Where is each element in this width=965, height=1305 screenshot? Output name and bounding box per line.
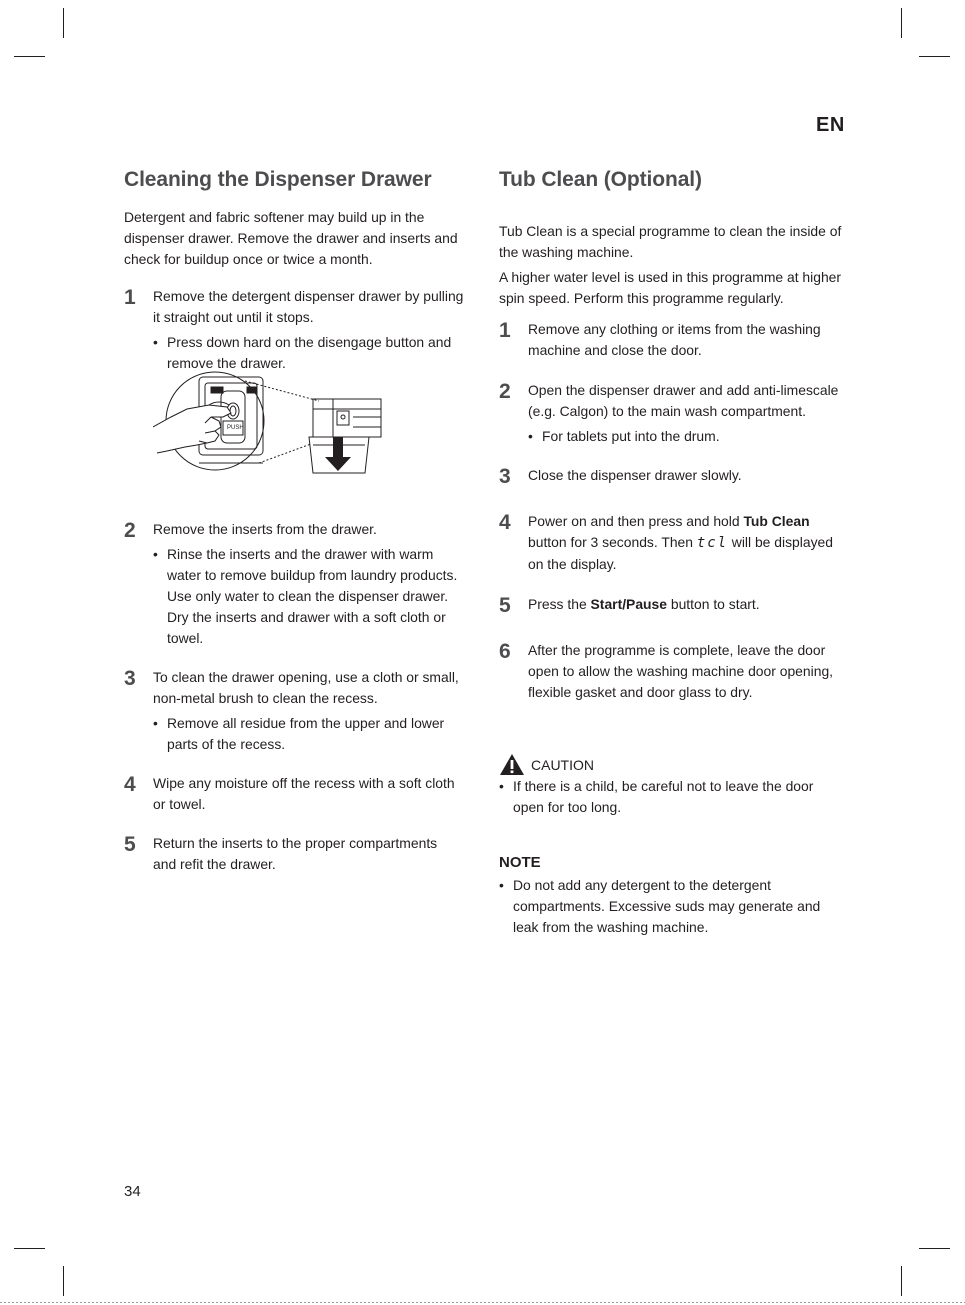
button-name-tub-clean: Tub Clean xyxy=(743,513,810,529)
crop-mark xyxy=(919,56,950,57)
push-label: PUSH xyxy=(227,425,244,431)
step-text xyxy=(528,594,844,615)
bullet-item: • For tablets put into the drum. xyxy=(528,426,844,447)
tub-step-2 xyxy=(499,380,844,447)
tub-step-1 xyxy=(499,319,844,361)
crop-mark xyxy=(919,1248,950,1249)
note-item: • Do not add any detergent to the detergent compartments. Excessive suds may generate and leak from the washing machine. xyxy=(499,875,844,938)
step-text: To clean the drawer opening, use a cloth or small, non-metal brush to clean the recess. xyxy=(153,669,459,706)
step-number: 4 xyxy=(499,511,511,534)
step-number: 5 xyxy=(499,594,511,617)
crop-mark xyxy=(63,1266,64,1296)
dispenser-drawer-illustration xyxy=(153,371,383,475)
step-text: Wipe any moisture off the recess with a soft cloth or towel. xyxy=(153,775,455,812)
bullet-item: • Remove all residue from the upper and lower parts of the recess. xyxy=(153,713,464,755)
right-column xyxy=(499,168,844,938)
crop-mark xyxy=(901,1266,902,1296)
step-number: 4 xyxy=(124,773,136,796)
caution-box xyxy=(499,753,844,818)
tub-step-3 xyxy=(499,465,844,486)
text-fragment: button to start. xyxy=(666,596,760,612)
step-text: After the programme is complete, leave the door open to allow the washing machine door opening, flexible gasket and door glass to dry. xyxy=(528,642,834,700)
note-box xyxy=(499,852,844,938)
tub-clean-intro-2: A higher water level is used in this programme at higher spin speed. Perform this programme regularly. xyxy=(499,269,842,306)
step-number: 2 xyxy=(124,519,136,542)
text-fragment: button for 3 seconds. Then xyxy=(528,534,697,550)
step-number: 3 xyxy=(499,465,511,488)
step-text: Remove the detergent dispenser drawer by pulling it straight out until it stops. xyxy=(153,288,464,325)
crop-mark xyxy=(14,1248,45,1249)
dispenser-step-1 xyxy=(124,286,464,374)
text-fragment: Press the xyxy=(528,596,591,612)
tub-step-4 xyxy=(499,511,844,575)
page-number: 34 xyxy=(124,1183,141,1200)
text-fragment: will be displayed on the display. xyxy=(528,534,833,572)
dispenser-step-3 xyxy=(124,667,464,755)
step-number: 3 xyxy=(124,667,136,690)
trim-line xyxy=(0,1302,965,1303)
step-text xyxy=(528,511,844,575)
bullet-item: • Press down hard on the disengage button and remove the drawer. xyxy=(153,332,464,374)
section-title-tub-clean: Tub Clean (Optional) xyxy=(499,168,702,191)
warning-triangle-icon xyxy=(499,753,525,776)
dispenser-intro: Detergent and fabric softener may build up in the dispenser drawer. Remove the drawer and inserts and check for buildup once or twice a month. xyxy=(124,209,458,267)
step-text: Remove the inserts from the drawer. xyxy=(153,521,377,537)
step-number: 1 xyxy=(499,319,511,342)
step-text: Return the inserts to the proper compartments and refit the drawer. xyxy=(153,835,438,872)
dispenser-step-5 xyxy=(124,833,464,875)
bullet-item: • Rinse the inserts and the drawer with warm water to remove buildup from laundry products. Use only water to clean the dispenser drawer. Dry the inserts and drawer with a soft cloth or towel. xyxy=(153,544,464,649)
caution-label: CAUTION xyxy=(531,756,594,773)
tub-step-6 xyxy=(499,640,844,703)
left-column xyxy=(124,168,464,875)
button-name-start-pause: Start/Pause xyxy=(590,596,667,612)
language-tag: EN xyxy=(816,114,845,136)
step-text: Remove any clothing or items from the washing machine and close the door. xyxy=(528,321,821,358)
display-code: tcl xyxy=(696,535,728,551)
step-number: 5 xyxy=(124,833,136,856)
caution-item: • If there is a child, be careful not to leave the door open for too long. xyxy=(499,776,844,818)
step-number: 1 xyxy=(124,286,136,309)
crop-mark xyxy=(901,8,902,38)
tub-step-5 xyxy=(499,594,844,615)
step-number: 2 xyxy=(499,380,511,403)
section-title-dispenser: Cleaning the Dispenser Drawer xyxy=(124,168,432,191)
dispenser-step-2 xyxy=(124,519,464,649)
note-label: NOTE xyxy=(499,854,541,871)
step-text: Close the dispenser drawer slowly. xyxy=(528,467,742,483)
step-number: 6 xyxy=(499,640,511,663)
tub-clean-intro-1: Tub Clean is a special programme to clean the inside of the washing machine. xyxy=(499,223,842,260)
step-text: Open the dispenser drawer and add anti-limescale (e.g. Calgon) to the main wash compartment. xyxy=(528,382,839,419)
text-fragment: Power on and then press and hold xyxy=(528,513,744,529)
dispenser-step-4 xyxy=(124,773,464,815)
crop-mark xyxy=(63,8,64,38)
crop-mark xyxy=(14,56,45,57)
